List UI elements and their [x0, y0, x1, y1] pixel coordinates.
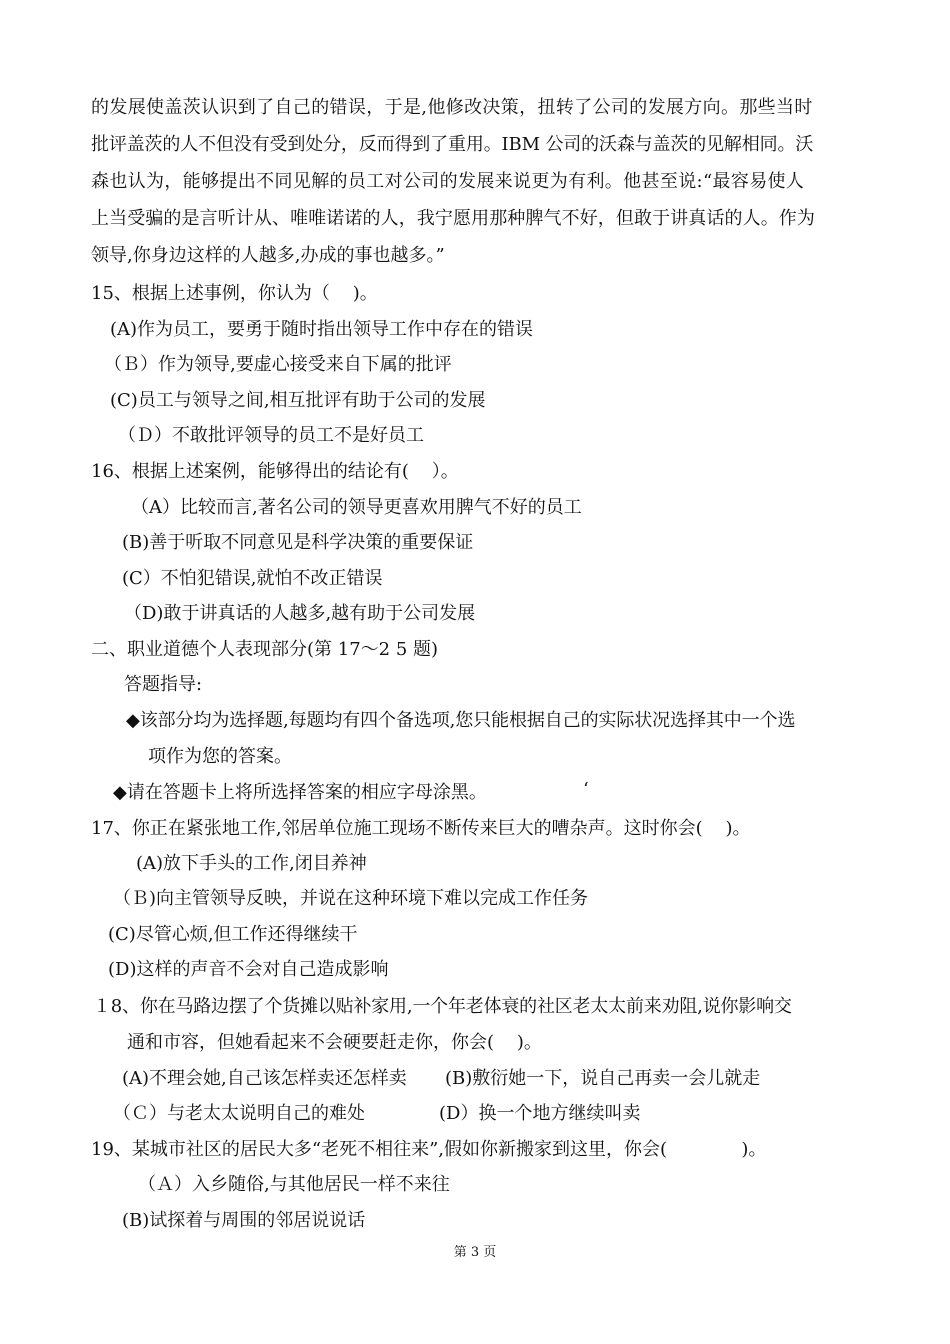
instruction-item-1-cont: 项作为您的答案。 — [148, 746, 292, 767]
question-16: 16、根据上述案例，能够得出的结论有( ）。 — [91, 461, 459, 482]
q15-option-b: （Ｂ）作为领导,要虚心接受来自下属的批评 — [104, 354, 452, 375]
page-number: 第 3 页 — [453, 1245, 497, 1260]
q18-option-b: (B)敷衍她一下，说自己再卖一会儿就走 — [445, 1068, 761, 1089]
passage-line-2: 批评盖茨的人不但没有受到处分，反而得到了重用。IBM 公司的沃森与盖茨的见解相同。沃 — [91, 134, 814, 155]
q15-option-d: （Ｄ）不敢批评领导的员工不是好员工 — [118, 425, 424, 446]
stray-mark: ‘ — [583, 779, 589, 800]
question-19: 19、某城市社区的居民大多“老死不相往来”,假如你新搬家到这里，你会( )。 — [91, 1139, 767, 1160]
passage-line-3: 森也认为，能够提出不同见解的员工对公司的发展来说更为有利。他甚至说:“最容易使人 — [91, 171, 805, 192]
question-15: 15、根据上述事例，你认为（ )。 — [91, 283, 378, 304]
q17-option-b: （Ｂ)向主管领导反映，并说在这种环境下难以完成工作任务 — [113, 888, 589, 909]
passage-line-5: 领导,你身边这样的人越多,办成的事也越多。” — [91, 245, 445, 266]
q18-option-c: （Ｃ）与老太太说明自己的难处 — [113, 1103, 365, 1124]
passage-line-1: 的发展使盖茨认识到了自己的错误，于是,他修改决策，扭转了公司的发展方向。那些当时 — [91, 97, 813, 118]
question-18: １8、你在马路边摆了个货摊以贴补家用,一个年老体衰的社区老太太前来劝阻,说你影响交 — [93, 996, 792, 1017]
question-17: 17、你正在紧张地工作,邻居单位施工现场不断传来巨大的嘈杂声。这时你会( )。 — [91, 818, 751, 839]
q17-option-c: (C)尽管心烦,但工作还得继续干 — [108, 924, 358, 945]
q16-option-a: （A）比较而言,著名公司的领导更喜欢用脾气不好的员工 — [131, 497, 582, 518]
q15-option-c: (C)员工与领导之间,相互批评有助于公司的发展 — [110, 390, 486, 411]
q19-option-b: (B)试探着与周围的邻居说说话 — [122, 1210, 366, 1231]
q17-option-a: (A)放下手头的工作,闭目养神 — [136, 853, 367, 874]
q15-option-a: (A)作为员工，要勇于随时指出领导工作中存在的错误 — [110, 319, 534, 340]
q18-option-d: (D）换一个地方继续叫卖 — [439, 1103, 641, 1124]
section-heading: 二、职业道德个人表现部分(第 17～2 5 题) — [91, 639, 439, 660]
q16-option-c: (C）不怕犯错误,就怕不改正错误 — [122, 568, 383, 589]
instruction-item-1: ◆该部分均为选择题,每题均有四个备选项,您只能根据自己的实际状况选择其中一个选 — [126, 710, 796, 731]
q16-option-b: (B)善于听取不同意见是科学决策的重要保证 — [122, 532, 474, 553]
question-18-cont: 通和市容，但她看起来不会硬要赶走你，你会( )。 — [127, 1032, 542, 1053]
q18-option-a: (A)不理会她,自己该怎样卖还怎样卖 — [122, 1068, 407, 1089]
instruction-item-2: ◆请在答题卡上将所选择答案的相应字母涂黑。 — [113, 782, 487, 803]
q17-option-d: (D)这样的声音不会对自己造成影响 — [108, 959, 389, 980]
instructions-label: 答题指导: — [124, 674, 203, 695]
q16-option-d: （D)敢于讲真话的人越多,越有助于公司发展 — [124, 603, 476, 624]
passage-line-4: 上当受骗的是言听计从、唯唯诺诺的人，我宁愿用那种脾气不好，但敢于讲真话的人。作为 — [91, 208, 815, 229]
q19-option-a: （Ａ）入乡随俗,与其他居民一样不来往 — [138, 1174, 450, 1195]
